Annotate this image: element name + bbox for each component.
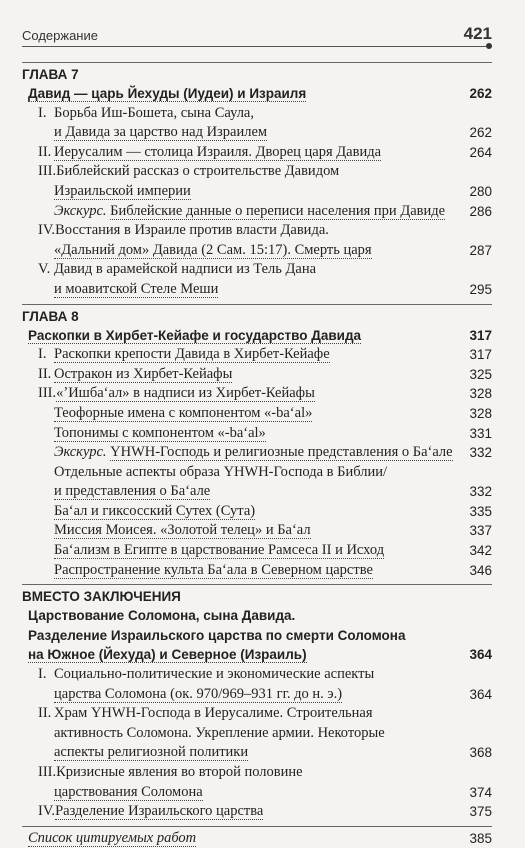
bibliography-entry	[22, 826, 492, 848]
page-ref: 375	[469, 804, 492, 820]
page-ref: 295	[469, 281, 492, 297]
table-of-contents	[22, 62, 492, 848]
toc-entry	[22, 162, 492, 201]
entry-number: II.	[38, 143, 52, 160]
page-ref: 374	[469, 784, 492, 800]
toc-entry	[22, 424, 492, 444]
entry-text: Царствование Соломона, сына Давида.	[28, 608, 296, 624]
toc-entry	[22, 260, 492, 299]
entry-text: и представления о Ба‘але	[54, 483, 211, 500]
page-ref: 280	[469, 183, 492, 199]
page-ref: 287	[469, 242, 492, 258]
toc-entry	[22, 143, 492, 163]
page-ref: 262	[469, 125, 492, 141]
header-rule	[22, 46, 486, 47]
entry-text: Ба‘ализм в Египте в царствование Рамсеса II и Исход	[54, 542, 385, 559]
page-ref: 385	[469, 830, 492, 846]
toc-entry	[22, 384, 492, 404]
entry-text: на Южное (Йехуда) и Северное (Израиль)	[28, 647, 307, 663]
entry-number: III.	[38, 163, 57, 180]
chapter-title	[22, 606, 492, 665]
page-ref: 331	[469, 425, 492, 441]
page-ref: 364	[469, 647, 492, 663]
chapter-label: ВМЕСТО ЗАКЛЮЧЕНИЯ	[22, 589, 181, 605]
toc-entry	[22, 365, 492, 385]
entry-text: Кризисные явления во второй половине	[56, 764, 303, 780]
toc-entry	[22, 104, 492, 143]
page-ref: 368	[469, 745, 492, 761]
page-ref: 317	[469, 327, 492, 343]
page-ref: 346	[469, 562, 492, 578]
toc-entry	[22, 345, 492, 365]
entry-text: царствования Соломона	[54, 783, 203, 800]
running-title: Содержание	[22, 28, 98, 43]
entry-text: Библейский рассказ о строительстве Давидом	[56, 163, 340, 180]
page-ref: 317	[469, 347, 492, 363]
toc-entry	[22, 541, 492, 561]
excursus-label: Экскурс.	[54, 202, 107, 219]
entry-text: и моавитской Стеле Меши	[54, 280, 219, 297]
entry-text: YHWH-Господь и религиозные представления о Ба‘але	[110, 444, 453, 461]
toc-entry	[22, 221, 492, 260]
toc-entry	[22, 463, 492, 502]
page-ref: 364	[469, 686, 492, 702]
page-ref: 335	[469, 503, 492, 519]
chapter-label: ГЛАВА 8	[22, 308, 79, 324]
entry-text: Топонимы с компонентом «-ba‘al»	[54, 424, 266, 441]
page-ref: 328	[469, 386, 492, 402]
page-ref: 328	[469, 405, 492, 421]
entry-number: III.	[38, 764, 57, 780]
entry-text: Иерусалим — столица Израиля. Дворец царя Давида	[54, 143, 382, 160]
page-ref: 332	[469, 484, 492, 500]
toc-entry	[22, 561, 492, 581]
running-header	[22, 26, 492, 46]
entry-number: I.	[38, 104, 47, 121]
entry-text: Храм YHWH-Господа в Иерусалиме. Строительная	[54, 705, 373, 722]
entry-number: IV.	[38, 803, 56, 820]
chapter-label: ГЛАВА 7	[22, 67, 79, 82]
entry-number: IV.	[38, 222, 56, 239]
entry-text: Борьба Иш-Бошета, сына Саула,	[54, 104, 254, 121]
toc-entry	[22, 404, 492, 424]
page-ref: 262	[469, 86, 492, 101]
toc-entry	[22, 763, 492, 802]
page-ref: 342	[469, 543, 492, 559]
entry-text: Раскопки в Хирбет-Кейафе и государство Давида	[28, 327, 362, 343]
entry-text: и Давида за царство над Израилем	[54, 124, 268, 141]
entry-text: «ʼИшба‘ал» в надписи из Хирбет-Кейафы	[56, 385, 315, 402]
entry-text: Израильской империи	[54, 182, 191, 199]
entry-text: Распространение культа Ба‘ала в Северном царстве	[54, 561, 373, 578]
chapter-title	[22, 326, 492, 346]
entry-number: V.	[38, 261, 51, 278]
toc-entry	[22, 502, 492, 522]
entry-text: Отдельные аспекты образа YHWH-Господа в Библии/	[54, 463, 388, 480]
entry-text: Разделение Израильского царства	[55, 803, 264, 820]
entry-text: царства Соломона (ок. 970/969–931 гг. до н. э.)	[54, 685, 343, 702]
entry-text: «Дальний дом» Давида (2 Сам. 15:17). Смерть царя	[54, 241, 372, 258]
toc-section	[22, 584, 492, 822]
entry-text: аспекты религиозной политики	[54, 744, 249, 761]
page-ref: 337	[469, 523, 492, 539]
entry-text: активность Соломона. Укрепление армии. Некоторые	[54, 724, 385, 741]
entry-text: Давид в арамейской надписи из Тель Дана	[54, 261, 317, 278]
entry-text: Давид — царь Йехуды (Иудеи) и Израиля	[28, 86, 307, 101]
page-ref: 264	[469, 144, 492, 160]
entry-text: Восстания в Израиле против власти Давида.	[55, 222, 329, 239]
entry-number: I.	[38, 346, 47, 363]
toc-section	[22, 304, 492, 581]
bibliography-title: Список цитируемых работ	[28, 829, 197, 846]
entry-text: Остракон из Хирбет-Кейафы	[54, 365, 233, 382]
toc-entry	[22, 202, 492, 222]
entry-number: I.	[38, 666, 47, 683]
excursus-label: Экскурс.	[54, 444, 107, 461]
entry-text: Библейские данные о переписи населения при Давиде	[110, 202, 446, 219]
entry-text: Раскопки крепости Давида в Хирбет-Кейафе	[54, 346, 330, 363]
entry-number: II.	[38, 365, 52, 382]
toc-entry	[22, 665, 492, 704]
page-ref: 332	[469, 445, 492, 461]
header-dot	[486, 43, 492, 49]
entry-number: II.	[38, 705, 52, 722]
entry-text: Миссия Моисея. «Золотой телец» и Ба‘ал	[54, 522, 311, 539]
page-number: 421	[463, 24, 492, 43]
entry-text: Ба‘ал и гиксосский Сутех (Сута)	[54, 502, 256, 519]
toc-entry	[22, 704, 492, 763]
entry-text: Социально-политические и экономические аспекты	[54, 666, 375, 683]
entry-text: Теофорные имена с компонентом «-ba‘al»	[54, 404, 313, 421]
toc-section	[22, 62, 492, 300]
toc-entry	[22, 443, 492, 463]
page-ref: 286	[469, 203, 492, 219]
chapter-title	[22, 84, 492, 104]
entry-number: III.	[38, 385, 57, 402]
toc-entry	[22, 521, 492, 541]
page-ref: 325	[469, 366, 492, 382]
entry-text: Разделение Израильского царства по смерти Соломона	[28, 627, 406, 643]
toc-entry	[22, 802, 492, 822]
